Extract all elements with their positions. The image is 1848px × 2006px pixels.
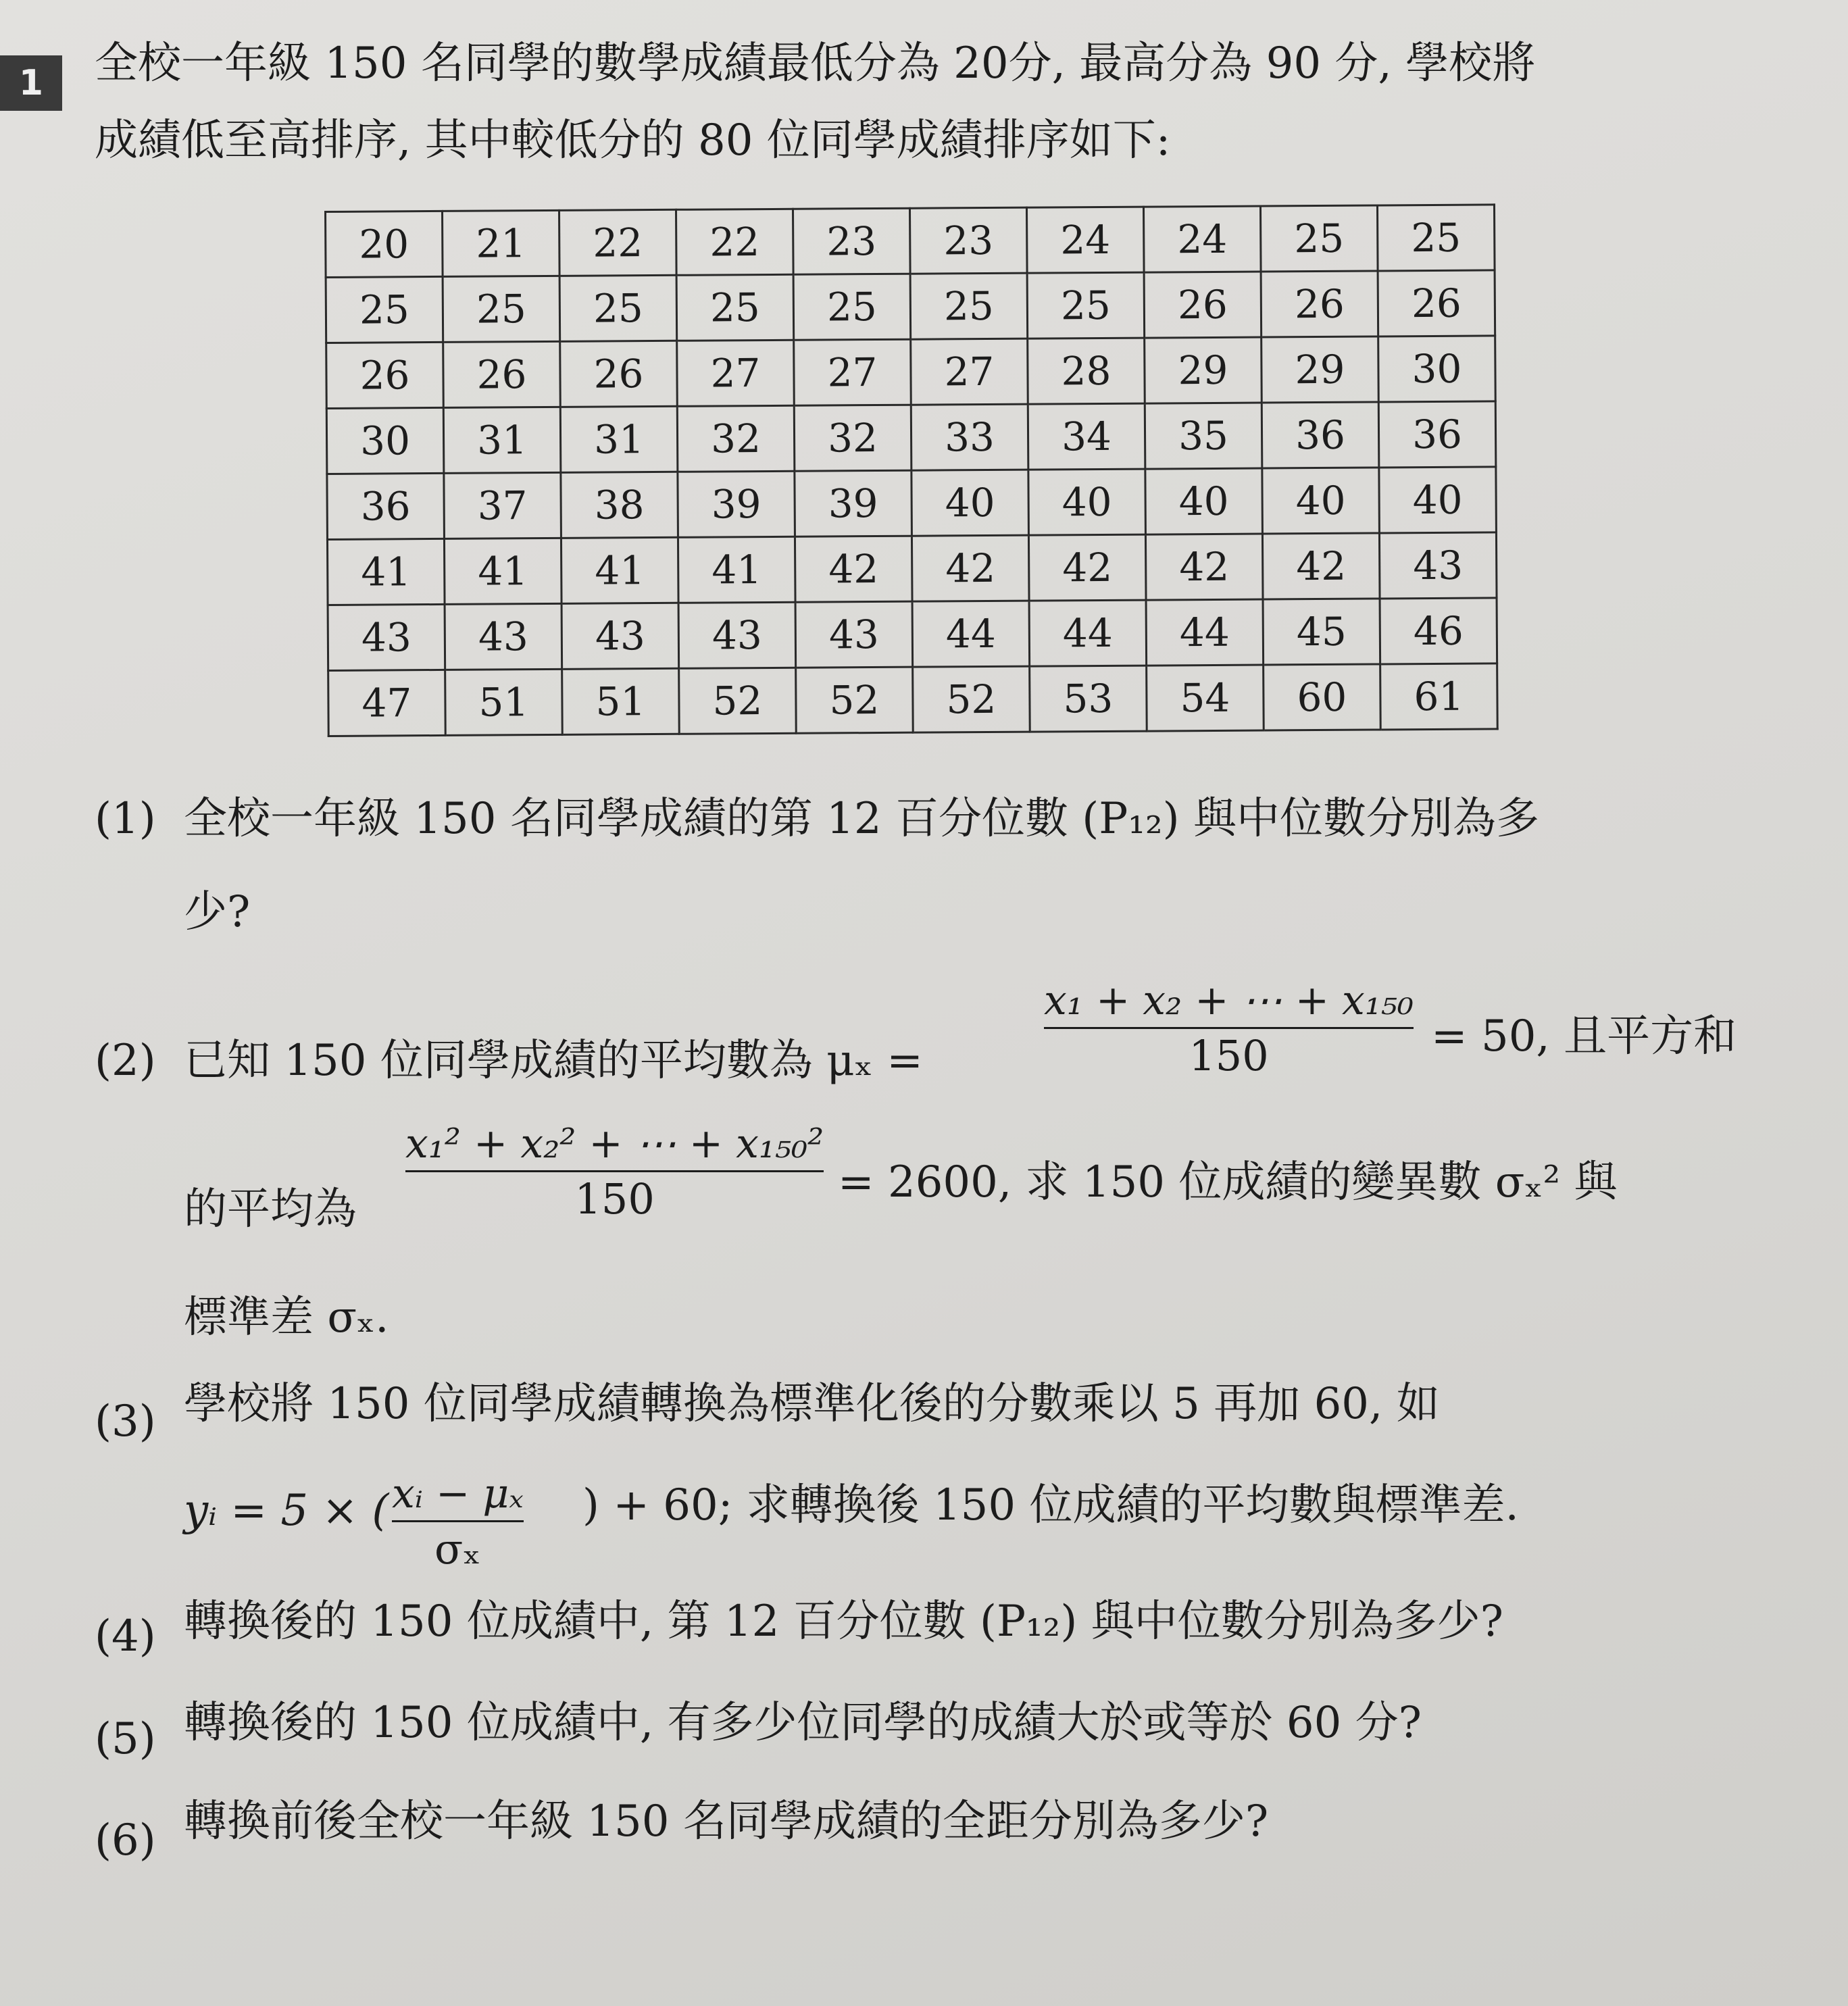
table-row [327,532,1497,605]
table-cell: 25 [676,274,794,341]
table-cell: 47 [328,670,446,736]
q2-square-denominator: 150 [574,1174,655,1224]
q1-line-1: 全校一年級 150 名同學成績的第 12 百分位數 (P₁₂) 與中位數分別為多 [184,794,1539,844]
table-cell: 43 [1379,532,1497,599]
table-cell: 36 [327,473,445,539]
table-cell: 36 [1262,402,1379,468]
table-cell: 35 [1145,403,1262,469]
table-cell: 24 [1026,207,1144,273]
table-cell: 31 [443,407,561,473]
table-row [326,336,1496,409]
table-cell: 26 [443,341,561,407]
table-cell: 41 [678,536,795,603]
table-cell: 24 [1143,206,1261,272]
table-cell: 25 [443,276,560,342]
table-cell: 26 [560,341,678,407]
table-row [326,401,1496,474]
q6-text: 轉換前後全校一年級 150 名同學成績的全距分別為多少? [184,1797,1269,1847]
q2-mean-fraction [1044,978,1414,1079]
q4-text: 轉換後的 150 位成績中, 第 12 百分位數 (P₁₂) 與中位數分別為多少? [184,1597,1503,1647]
table-cell: 54 [1147,665,1264,731]
table-cell: 25 [1027,272,1145,338]
table-row [328,598,1497,671]
scores-table-body [326,205,1498,736]
table-cell: 29 [1262,336,1379,403]
q1-label: (1) [95,794,156,844]
table-cell: 43 [445,603,562,670]
table-cell: 27 [911,338,1028,405]
table-cell: 40 [911,470,1029,536]
table-cell: 40 [1145,468,1263,534]
table-cell: 52 [679,668,797,734]
q2-line-3: 標準差 σₓ. [184,1293,389,1343]
table-cell: 44 [1146,599,1264,666]
table-row [326,270,1495,343]
table-cell: 43 [795,601,913,668]
table-cell: 42 [1145,534,1263,600]
table-cell: 29 [1145,337,1262,403]
intro-line-1: 全校一年級 150 名同學的數學成績最低分為 20分, 最高分為 90 分, 學校將 [95,39,1536,89]
q5-text: 轉換後的 150 位成績中, 有多少位同學的成績大於或等於 60 分? [184,1698,1422,1748]
table-cell: 60 [1264,664,1381,730]
table-cell: 61 [1380,663,1498,730]
table-cell: 28 [1028,338,1145,404]
q2-mean-fraction-bar [1044,1027,1414,1029]
table-cell: 40 [1262,468,1380,534]
table-cell: 43 [328,604,445,670]
table-cell: 51 [562,668,680,734]
table-cell: 23 [793,208,910,274]
table-cell: 26 [1261,271,1378,337]
table-cell: 27 [794,339,911,405]
table-cell: 36 [1378,401,1496,468]
table-row [328,663,1498,736]
q3-standardize-fraction [392,1472,524,1572]
table-cell: 38 [561,472,678,538]
table-cell: 44 [1029,600,1147,666]
table-cell: 26 [326,342,444,408]
table-row [326,205,1495,278]
table-cell: 44 [912,601,1030,667]
q2-mean-numerator: x₁ + x₂ + ⋯ + x₁₅₀ [1044,977,1414,1024]
q3-formula-prefix: yᵢ = 5 × ( [184,1486,389,1536]
q2-square-fraction [405,1122,824,1222]
table-cell: 41 [561,537,678,603]
table-row [327,467,1497,540]
table-cell: 43 [561,603,679,669]
q2-square-fraction-bar [405,1170,824,1172]
q2-line-2-prefix: 的平均為 [184,1184,357,1234]
table-cell: 25 [326,276,443,343]
table-cell: 30 [1378,336,1496,402]
table-cell: 42 [1262,533,1380,599]
table-cell: 34 [1028,403,1145,470]
q2-square-numerator: x₁² + x₂² + ⋯ + x₁₅₀² [405,1120,824,1168]
table-cell: 46 [1380,598,1497,664]
table-cell: 40 [1379,467,1497,533]
table-cell: 25 [910,273,1028,339]
table-cell: 23 [909,207,1027,274]
table-cell: 25 [1260,205,1378,272]
table-cell: 51 [445,669,563,735]
q2-line-1-prefix: 已知 150 位同學成績的平均數為 μₓ = [184,1036,923,1086]
table-cell: 20 [326,211,443,277]
table-cell: 43 [678,602,796,668]
q4-label: (4) [95,1611,156,1661]
table-cell: 32 [677,405,795,472]
table-cell: 37 [444,472,561,538]
intro-line-2: 成績低至高排序, 其中較低分的 80 位同學成績排序如下: [95,116,1171,166]
table-cell: 32 [794,405,911,471]
table-cell: 26 [1144,272,1262,338]
table-cell: 39 [795,470,912,536]
table-cell: 30 [326,407,444,474]
table-cell: 52 [913,666,1030,732]
table-cell: 39 [678,471,795,537]
table-cell: 42 [911,535,1029,601]
q1-line-2: 少? [184,887,251,937]
table-cell: 31 [560,406,678,472]
table-cell: 27 [677,340,795,406]
q3-standardize-numerator: xᵢ − μₓ [392,1470,524,1518]
q3-line-1: 學校將 150 位同學成績轉換為標準化後的分數乘以 5 再加 60, 如 [184,1379,1440,1429]
q5-label: (5) [95,1714,156,1764]
q2-label: (2) [95,1036,156,1086]
table-cell: 42 [1028,534,1146,601]
table-cell: 53 [1030,666,1147,732]
scores-table [324,203,1499,737]
q3-label: (3) [95,1397,156,1447]
q3-standardize-denominator: σₓ [434,1524,481,1574]
table-cell: 22 [559,209,677,276]
table-cell: 25 [793,274,911,340]
q6-label: (6) [95,1815,156,1865]
table-cell: 25 [1377,205,1495,271]
q2-line-1-suffix: = 50, 且平方和 [1431,1011,1737,1061]
problem-number-badge: 1 [0,55,62,111]
q2-line-2-suffix: = 2600, 求 150 位成績的變異數 σₓ² 與 [838,1157,1618,1207]
table-cell: 41 [327,538,445,605]
table-cell: 21 [443,210,560,276]
table-cell: 33 [911,404,1028,470]
table-cell: 40 [1028,469,1146,535]
q3-standardize-fraction-bar [392,1520,524,1522]
q2-mean-denominator: 150 [1189,1031,1269,1080]
table-cell: 52 [796,667,914,733]
table-cell: 45 [1263,599,1380,665]
table-cell: 41 [444,538,561,604]
table-cell: 26 [1378,270,1495,336]
table-cell: 22 [676,209,793,275]
table-cell: 42 [795,536,912,602]
table-cell: 25 [559,275,677,341]
q3-formula-suffix: ) + 60; 求轉換後 150 位成績的平均數與標準差. [582,1480,1519,1530]
